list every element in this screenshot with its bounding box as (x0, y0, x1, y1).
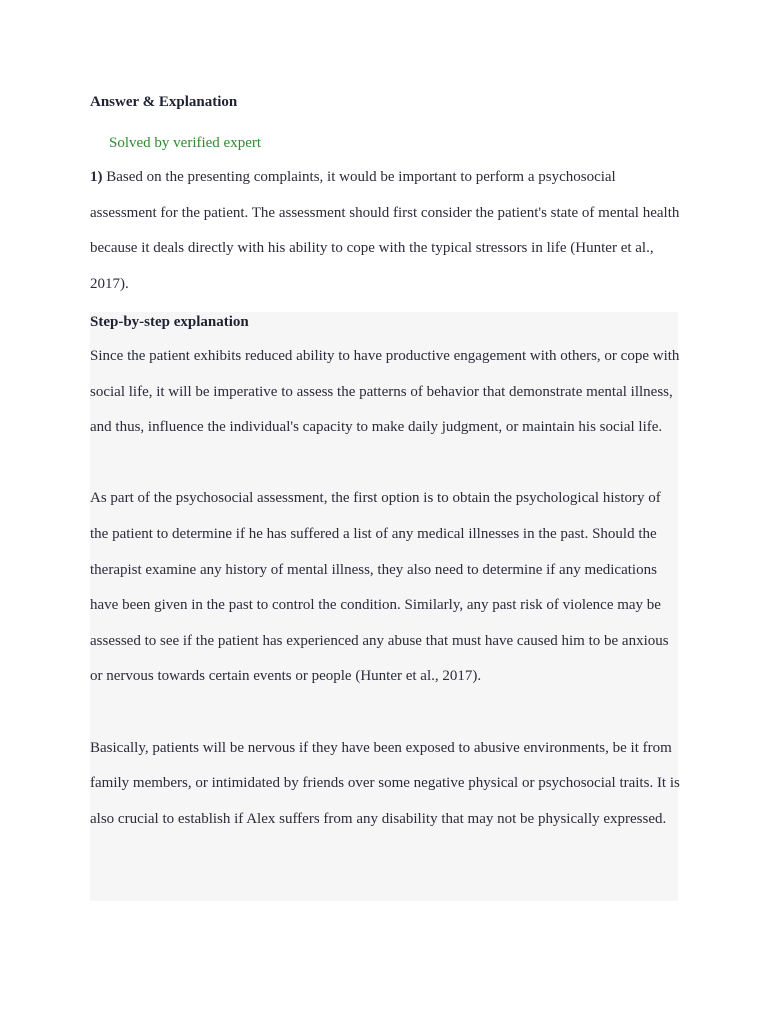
explanation-paragraph: Basically, patients will be nervous if they have been exposed to abusive environments, be it from family members, or intimidated by friends over some negative physical or psychosocial traits. It is also crucial to establish if Alex suffers from any disability that may not be physically expressed. (90, 739, 680, 827)
answer-text: Based on the presenting complaints, it would be important to perform a psychosocial assessment for the patient. The assessment should first consider the patient's state of mental health because it deals directly with his ability to cope with the typical stressors in life (Hunter et al., 2017). (90, 169, 680, 292)
answer-number: 1) (90, 169, 103, 185)
explanation-paragraph: Since the patient exhibits reduced ability to have productive engagement with others, or cope with social life, it will be imperative to assess the patterns of behavior that demonstrate mental illness, and thus, influence the individual's capacity to make daily judgment, or maintain his social life. (90, 348, 680, 436)
explanation-paragraph: As part of the psychosocial assessment, the first option is to obtain the psychological history of the patient to determine if he has suffered a list of any medical illnesses in the past. Should the therapist examine any history of mental illness, they also need to determine if any medications have been given in the past to control the condition. Similarly, any past risk of violence may be assessed to see if the patient has experienced any abuse that must have caused him to be anxious or nervous towards certain events or people (Hunter et al., 2017). (90, 490, 669, 685)
explanation-body (90, 339, 680, 873)
answer-paragraph (90, 160, 682, 302)
explanation-title: Step-by-step explanation (90, 314, 249, 330)
answer-heading: Answer & Explanation (90, 94, 238, 110)
verified-expert-label: Solved by verified expert (109, 135, 262, 151)
explanation-section (90, 312, 678, 901)
